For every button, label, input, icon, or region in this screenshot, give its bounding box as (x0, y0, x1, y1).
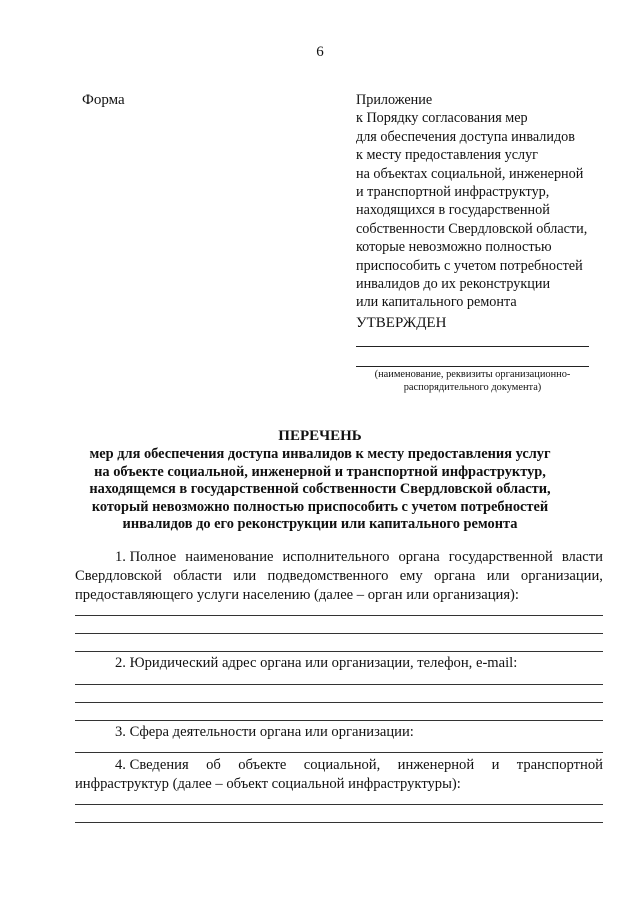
word: транспортной (516, 757, 603, 773)
section-4-line-1 (75, 756, 603, 775)
subtitle-line: на объекте социальной, инженерной и транспортной инфраструктур, (94, 463, 546, 480)
subtitle-line: который невозможно полностью приспособить с учетом потребностей (91, 498, 549, 515)
word: 4. Сведения (115, 757, 189, 773)
signature-line (356, 366, 589, 367)
word: ему (399, 568, 423, 584)
appendix-line: приспособить с учетом потребностей (356, 257, 583, 274)
signature-caption-line: распорядительного документа) (403, 381, 542, 393)
word: об (206, 757, 221, 773)
appendix-line: собственности Свердловской области, (356, 220, 588, 237)
word: и (491, 757, 500, 773)
word: власти (561, 549, 603, 565)
signature-caption (356, 369, 589, 394)
signature-line (356, 346, 589, 347)
fill-line[interactable] (75, 752, 603, 753)
section-1-line-3: предоставляющего услуги населению (далее – орган или организация): (75, 587, 519, 603)
word: социальной, (303, 757, 381, 773)
appendix-line: для обеспечения доступа инвалидов (356, 128, 575, 145)
section-3 (75, 723, 603, 742)
word: 1. Полное (115, 549, 177, 565)
appendix-block (356, 91, 626, 312)
appendix-line: и транспортной инфраструктур, (356, 184, 550, 201)
document-title: ПЕРЕЧЕНЬ (278, 428, 362, 444)
appendix-line: к месту предоставления услуг (356, 147, 538, 164)
subtitle-line: находящемся в государственной собственности Свердловской области, (89, 481, 551, 498)
subtitle-line: мер для обеспечения доступа инвалидов к месту предоставления услуг (89, 446, 551, 462)
section-3-text: 3. Сфера деятельности органа или организации: (115, 724, 414, 740)
appendix-line: к Порядку согласования мер (356, 110, 528, 127)
word: государственной (448, 549, 553, 565)
appendix-line: Приложение (356, 92, 433, 108)
fill-line[interactable] (75, 720, 603, 721)
section-2 (75, 654, 603, 673)
section-1-line-1 (75, 548, 603, 567)
fill-line[interactable] (75, 822, 603, 823)
appendix-line: инвалидов до их реконструкции (356, 276, 551, 293)
word: инженерной (397, 757, 475, 773)
fill-line[interactable] (75, 702, 603, 703)
section-4 (75, 756, 603, 794)
appendix-line: которые невозможно полностью (356, 239, 552, 256)
word: или (233, 568, 257, 584)
word: объекте (238, 757, 287, 773)
word: органа (398, 549, 440, 565)
section-1 (75, 548, 603, 605)
appendix-line: находящихся в государственной (356, 202, 550, 219)
word: наименование (185, 549, 274, 565)
appendix-line: или капитального ремонта (356, 294, 517, 311)
subtitle-line: инвалидов до его реконструкции или капитального ремонта (122, 516, 518, 533)
fill-line[interactable] (75, 633, 603, 634)
section-4-line-2: инфраструктур (далее – объект социальной инфраструктуры): (75, 776, 461, 792)
fill-line[interactable] (75, 615, 603, 616)
section-1-line-2 (75, 567, 603, 586)
section-2-text: 2. Юридический адрес органа или организации, телефон, e-mail: (115, 655, 518, 671)
signature-caption-line: (наименование, реквизиты организационно- (374, 369, 571, 380)
word: Свердловской (75, 568, 162, 584)
page-number: 6 (316, 44, 324, 60)
document-subtitle (60, 446, 580, 534)
word: исполнительного (282, 549, 390, 565)
word: органа (434, 568, 476, 584)
word: организации, (520, 568, 603, 584)
fill-line[interactable] (75, 804, 603, 805)
fill-line[interactable] (75, 684, 603, 685)
appendix-line: на объектах социальной, инженерной (356, 165, 584, 182)
word: подведомственного (267, 568, 389, 584)
form-label: Форма (82, 92, 125, 108)
fill-line[interactable] (75, 651, 603, 652)
approved-title: УТВЕРЖДЕН (356, 315, 447, 331)
word: области (173, 568, 222, 584)
word: или (486, 568, 510, 584)
